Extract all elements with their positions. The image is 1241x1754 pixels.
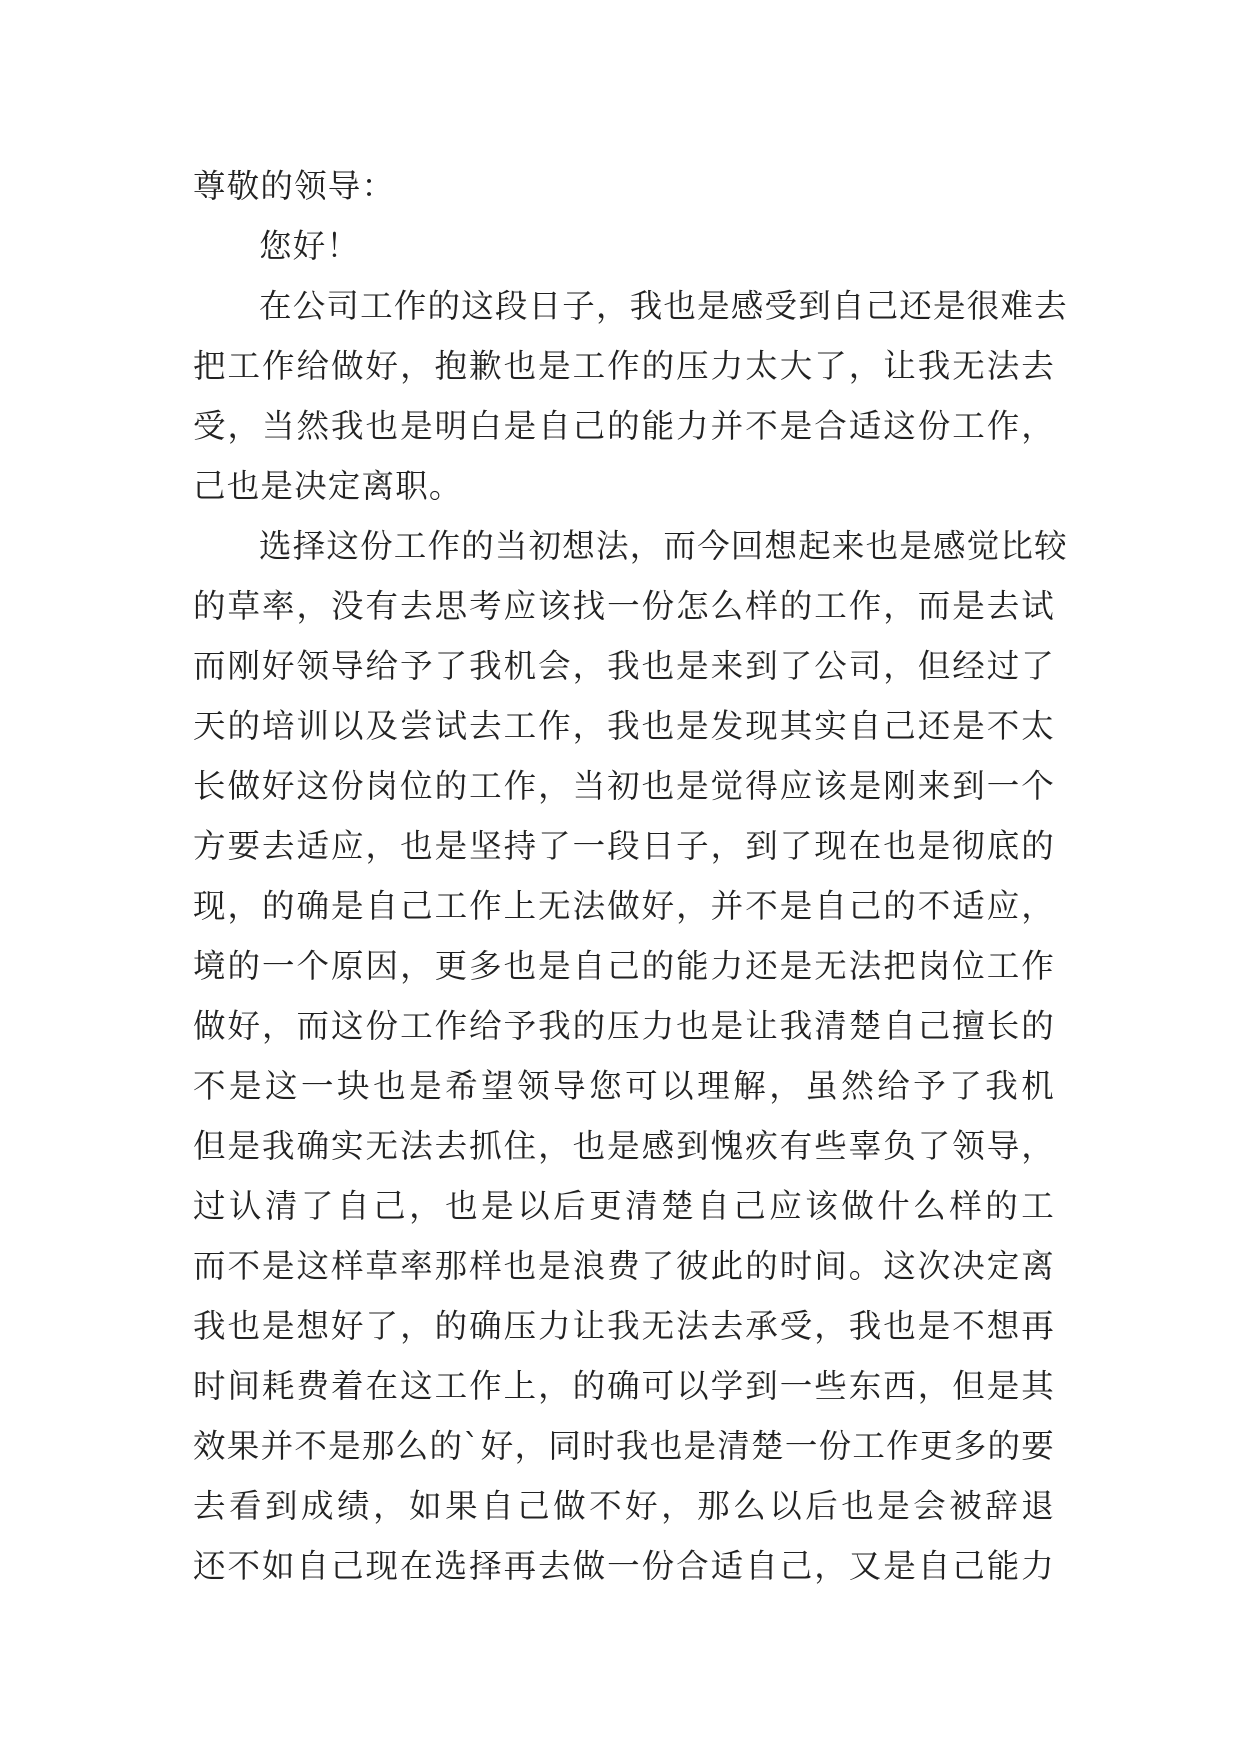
- paragraph-line: 天的培训以及尝试去工作，我也是发现其实自己还是不太: [193, 707, 1055, 745]
- paragraph-line: 长做好这份岗位的工作，当初也是觉得应该是刚来到一个: [193, 767, 1055, 805]
- paragraph-line: 而刚好领导给予了我机会，我也是来到了公司，但经过了: [193, 647, 1055, 685]
- paragraph-line: 己也是决定离职。: [193, 467, 463, 505]
- paragraph-line: 去看到成绩，如果自己做不好，那么以后也是会被辞退: [193, 1487, 1055, 1525]
- greeting: 您好！: [259, 227, 361, 265]
- paragraph-line: 在公司工作的这段日子，我也是感受到自己还是很难去: [259, 287, 1068, 325]
- salutation: 尊敬的领导：: [193, 167, 396, 205]
- paragraph-line: 受，当然我也是明白是自己的能力并不是合适这份工作，: [193, 407, 1055, 445]
- paragraph-line: 还不如自己现在选择再去做一份合适自己，又是自己能力: [193, 1547, 1055, 1585]
- paragraph-line: 但是我确实无法去抓住，也是感到愧疚有些辜负了领导，: [193, 1127, 1055, 1165]
- paragraph-line: 的草率，没有去思考应该找一份怎么样的工作，而是去试: [193, 587, 1055, 625]
- paragraph-line: 我也是想好了，的确压力让我无法去承受，我也是不想再: [193, 1307, 1055, 1345]
- letter-body: [193, 156, 1068, 1596]
- paragraph-line: 选择这份工作的当初想法，而今回想起来也是感觉比较: [259, 527, 1068, 565]
- paragraph-line: 做好，而这份工作给予我的压力也是让我清楚自己擅长的: [193, 1007, 1055, 1045]
- paragraph-line: 把工作给做好，抱歉也是工作的压力太大了，让我无法去: [193, 347, 1055, 385]
- paragraph-line: 而不是这样草率那样也是浪费了彼此的时间。这次决定离: [193, 1247, 1055, 1285]
- paragraph-line: 现，的确是自己工作上无法做好，并不是自己的不适应，: [193, 887, 1055, 925]
- paragraph-line: 不是这一块也是希望领导您可以理解，虽然给予了我机: [193, 1067, 1055, 1105]
- paragraph-line: 过认清了自己，也是以后更清楚自己应该做什么样的工: [193, 1187, 1055, 1225]
- paragraph-line: 方要去适应，也是坚持了一段日子，到了现在也是彻底的: [193, 827, 1055, 865]
- paragraph-line: 时间耗费着在这工作上，的确可以学到一些东西，但是其: [193, 1367, 1055, 1405]
- paragraph-line: 境的一个原因，更多也是自己的能力还是无法把岗位工作: [193, 947, 1055, 985]
- paragraph-line: 效果并不是那么的`好，同时我也是清楚一份工作更多的要: [193, 1427, 1055, 1465]
